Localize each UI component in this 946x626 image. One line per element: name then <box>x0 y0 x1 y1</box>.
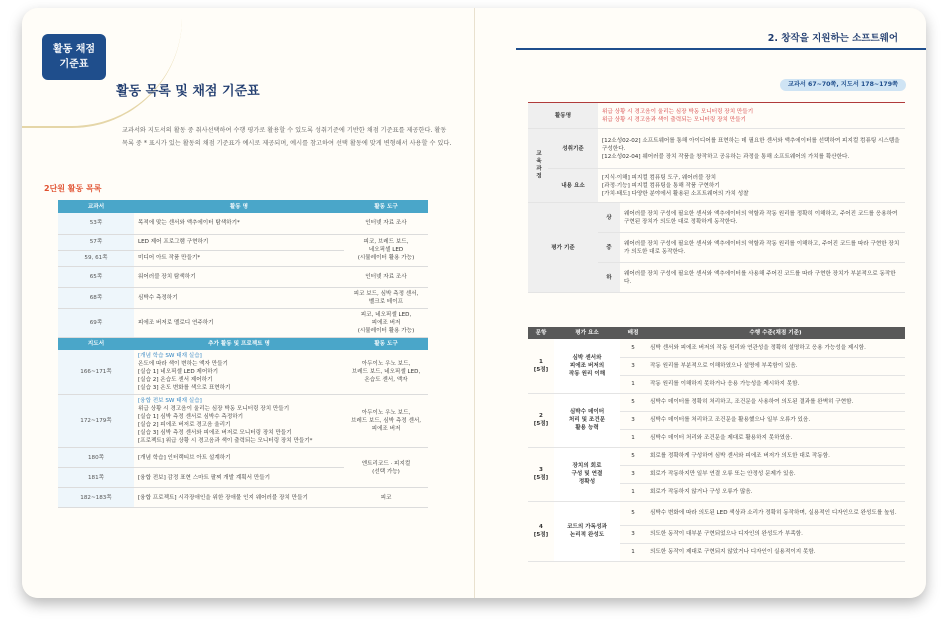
tool-cell: 인터넷 자료 조사 <box>344 266 428 287</box>
activity-name-cell <box>134 350 344 395</box>
activity-name-cell: 심박수 측정하기 <box>134 287 344 308</box>
score-cell: 1 <box>620 543 646 561</box>
score-desc: 회로가 작동하지만 일부 연결 오류 또는 안정성 문제가 있음. <box>646 465 905 483</box>
table-row <box>58 234 428 250</box>
table-header-row <box>58 200 428 213</box>
tool-cell: 피코, 브레드 보드, 네오픽셀 LED (시뮬레이터 활용 가능) <box>344 234 428 266</box>
score-desc: 심박수 변화에 따라 의도된 LED 색상과 소리가 정확히 동작하며, 실용적인 디자인으로 완성도를 높임. <box>646 501 905 525</box>
item-element: 장치의 회로 구성 및 연결 정확성 <box>554 447 620 501</box>
table-row <box>58 395 428 448</box>
tool-cell: 엔트리코드 · 피지컬 (선택 가능) <box>344 448 428 488</box>
activity-name-cell: 피에조 버저로 멜로디 연주하기 <box>134 308 344 337</box>
column-header: 추가 활동 및 프로젝트 명 <box>134 337 344 350</box>
page-cell: 181쪽 <box>58 468 134 488</box>
activity-name: 위급 상황 시 경고음이 울리는 심장 박동 모니터링 장치 만들기 위급 상황 시 경고음과 색이 출력되는 모니터링 장치 만들기 <box>598 103 905 129</box>
table-header-row <box>528 327 905 339</box>
rubric-row <box>528 447 905 465</box>
item-number: 4 [5점] <box>528 501 554 561</box>
page-cell: 59, 61쪽 <box>58 250 134 266</box>
score-desc: 심박수 데이터를 처리하고 조건문을 활용했으나 일부 오류가 있음. <box>646 411 905 429</box>
item-element: 코드의 가독성과 논리적 완성도 <box>554 501 620 561</box>
evaluation-criteria-table <box>528 102 905 293</box>
activity-name-cell: 워어러블 장치 탐색하기 <box>134 266 344 287</box>
table-row <box>58 287 428 308</box>
tool-cell: 피코 보드, 심박 측정 센서, 벨크로 테이프 <box>344 287 428 308</box>
score-desc: 심박 센서와 피에조 버저의 작동 원리와 연관성을 정확히 설명하고 응용 가능성을 제시함. <box>646 339 905 357</box>
page-cell: 172~179쪽 <box>58 395 134 448</box>
page-cell: 182~183쪽 <box>58 488 134 508</box>
content-row <box>528 169 905 203</box>
item-element: 심박 센서와 피에조 버저의 작동 원리 이해 <box>554 339 620 393</box>
standards-label: 성취기준 <box>548 129 598 169</box>
tool-cell: 아두이노 우노 보드, 브레드 보드, 네오픽셀 LED, 온습도 센서, 액자 <box>344 350 428 395</box>
page-cell: 53쪽 <box>58 213 134 234</box>
score-cell: 3 <box>620 357 646 375</box>
activity-name: [융합 프로젝트] 시각장애인을 위한 장애물 인지 웨어러블 장치 만들기 <box>138 494 308 501</box>
column-header: 배점 <box>620 327 646 339</box>
intro-paragraph: 교과서와 지도서의 활동 중 취사선택하여 수행 평가로 활용할 수 있도록 성취기준에 기반한 채점 기준표를 제공한다. 활동 목록 중 * 표시가 있는 활동의 채점 기준표가 예시로 제공되며, 예시를 참고하여 선택 활동에 맞게 변형해서 사용할 수 있다. <box>122 127 452 147</box>
table-row <box>58 448 428 468</box>
score-cell: 1 <box>620 429 646 447</box>
column-header: 문항 <box>528 327 554 339</box>
score-desc: 의도한 동작이 제대로 구현되지 않았거나 디자인이 실용적이지 못함. <box>646 543 905 561</box>
content-label: 내용 요소 <box>548 169 598 203</box>
rubric-row <box>528 339 905 357</box>
page-reference-badge: 교과서 67~70쪽, 지도서 178~179쪽 <box>780 79 906 91</box>
column-header: 수행 수준(채점 기준) <box>646 327 905 339</box>
column-header: 교과서 <box>58 200 134 213</box>
activity-name: [융합 전보] 감정 표현 스마트 팔찌 개발 계획서 만들기 <box>138 474 271 481</box>
standards-text: [12소성02-02] 소프트웨어를 통해 아이디어를 표현하는 데 필요한 센서와 액추에이터를 선택하여 피지컬 컴퓨팅 시스템을 구성한다. [12소성02-04] 웨어러블 장치 작품을 창작하고 공유하는 과정을 통해 소프트웨어의 가치를 확산한다. <box>598 129 905 169</box>
level-desc: 웨어러블 장치 구성에 필요한 센서와 액추에이터의 역할과 작동 원리를 이해하고, 주어진 코드를 따라 구현한 장치가 의도한 대로 동작한다. <box>620 233 905 263</box>
score-desc: 심박수 데이터 처리와 조건문을 제대로 활용하지 못하였음. <box>646 429 905 447</box>
activity-name-cell: 미디어 아트 작품 만들기* <box>134 250 344 266</box>
activity-name-cell <box>134 488 344 508</box>
criteria-row <box>528 203 905 233</box>
textbook-spread <box>22 8 926 598</box>
score-desc: 심박수 데이터를 정확히 처리하고, 조건문을 사용하여 의도된 결과를 완벽히 구현함. <box>646 393 905 411</box>
table-row <box>58 488 428 508</box>
activity-name: [개념 학습] 인터랙티브 아트 설계하기 <box>138 454 231 461</box>
score-cell: 5 <box>620 501 646 525</box>
activity-list-table <box>58 200 428 508</box>
standards-row <box>528 129 905 169</box>
activity-name: 온도에 따라 색이 변하는 액자 만들기 [실습 1] 네오픽셀 LED 제어하기 [실습 2] 온습도 센서 제어하기 [실습 3] 온도 변화를 색으로 표현하기 <box>138 361 231 391</box>
score-desc: 의도한 동작이 대부분 구현되었으나 디자인의 완성도가 부족함. <box>646 525 905 543</box>
tool-cell: 피코 <box>344 488 428 508</box>
activity-name: 위급 상황 시 경고음이 울리는 심장 박동 모니터링 장치 만들기 [실습 1] 심박 측정 센서로 심박수 측정하기 [실습 2] 피에조 버저로 경고음 울리기 [실습 3] 심박 측정 센서와 피에조 버저로 모니터링 장치 만들기 [프로젝트] 위급 상황 시 경고음과 색이 출력되는 모니터링 장치 만들기* <box>138 406 313 444</box>
score-cell: 3 <box>620 465 646 483</box>
tool-cell: 인터넷 자료 조사 <box>344 213 428 234</box>
score-cell: 1 <box>620 375 646 393</box>
table-row <box>58 350 428 395</box>
level-desc: 웨어러블 장치 구성에 필요한 센서와 액추에이터를 사용해 주어진 코드를 따라 구현한 장치가 부분적으로 동작한다. <box>620 263 905 293</box>
chapter-rule <box>516 48 926 50</box>
score-cell: 1 <box>620 483 646 501</box>
page-cell: 68쪽 <box>58 287 134 308</box>
section-heading: 2단원 활동 목록 <box>44 184 102 193</box>
page-cell: 57쪽 <box>58 234 134 250</box>
item-element: 심박수 데이터 처리 및 조건문 활용 능력 <box>554 393 620 447</box>
table-row <box>58 266 428 287</box>
item-number: 1 [5점] <box>528 339 554 393</box>
column-header: 활동 도구 <box>344 337 428 350</box>
score-cell: 5 <box>620 393 646 411</box>
score-desc: 회로를 정확하게 구성하여 심박 센서와 피에조 버저가 의도한 대로 작동함. <box>646 447 905 465</box>
content-text: [지식·이해] 피지컬 컴퓨팅 도구, 웨어러블 장치 [과정·기능] 피지컬 컴퓨팅을 통해 작품 구현하기 [가치·태도] 다양한 분야에서 활용된 소프트웨어의 가치 성찰 <box>598 169 905 203</box>
level-desc: 웨어러블 장치 구성에 필요한 센서와 액추에이터의 역할과 작동 원리를 정확히 이해하고, 주어진 코드를 응용하여 구현된 장치가 의도한 대로 정확하게 동작한다. <box>620 203 905 233</box>
score-cell: 3 <box>620 525 646 543</box>
rubric-row <box>528 393 905 411</box>
score-cell: 3 <box>620 411 646 429</box>
curriculum-label: 교육과정 <box>528 129 548 203</box>
table-header-row <box>58 337 428 350</box>
activity-name-cell: LED 제어 프로그램 구현하기 <box>134 234 344 250</box>
activity-name-cell <box>134 395 344 448</box>
table-row <box>58 308 428 337</box>
page-title: 활동 목록 및 채점 기준표 <box>116 84 260 99</box>
activity-name-cell <box>134 448 344 468</box>
page-cell: 180쪽 <box>58 448 134 468</box>
activity-name-cell: 목적에 맞는 센서와 액추에이터 탐색하기* <box>134 213 344 234</box>
level-cell: 상 <box>598 203 620 233</box>
column-header: 평가 요소 <box>554 327 620 339</box>
tool-cell: 피코, 네오픽셀 LED, 피에조 버저 (시뮬레이터 활용 가능) <box>344 308 428 337</box>
left-page <box>22 8 474 598</box>
page-cell: 166~171쪽 <box>58 350 134 395</box>
column-header: 활동 도구 <box>344 200 428 213</box>
score-desc: 작동 원리를 부분적으로 이해하였으나 설명에 부족함이 있음. <box>646 357 905 375</box>
page-cell: 65쪽 <box>58 266 134 287</box>
scoring-rubric-table <box>528 327 905 562</box>
section-tab: 활동 채점 기준표 <box>42 34 106 80</box>
activity-name-cell <box>134 468 344 488</box>
table-row <box>58 213 428 234</box>
column-header: 지도서 <box>58 337 134 350</box>
item-number: 3 [5점] <box>528 447 554 501</box>
score-desc: 회로가 작동하지 않거나 구성 오류가 많음. <box>646 483 905 501</box>
tool-cell: 아두이노 우노 보드, 브레드 보드, 심박 측정 센서, 피에조 버저 <box>344 395 428 448</box>
rubric-row <box>528 501 905 525</box>
activity-category: [개념 학습 SW 태재 실습] <box>138 353 202 359</box>
level-cell: 하 <box>598 263 620 293</box>
chapter-title: 2. 창작을 지원하는 소프트웨어 <box>767 33 898 44</box>
activity-category: [융합 전보 SW 태재 실습] <box>138 398 202 404</box>
item-number: 2 [5점] <box>528 393 554 447</box>
score-cell: 5 <box>620 339 646 357</box>
column-header: 활동 명 <box>134 200 344 213</box>
activity-row <box>528 103 905 129</box>
page-cell: 69쪽 <box>58 308 134 337</box>
activity-label: 활동명 <box>528 103 598 129</box>
level-cell: 중 <box>598 233 620 263</box>
score-cell: 5 <box>620 447 646 465</box>
score-desc: 작동 원리를 이해하지 못하거나 응용 가능성을 제시하지 못함. <box>646 375 905 393</box>
eval-criteria-label: 평가 기준 <box>528 203 598 293</box>
